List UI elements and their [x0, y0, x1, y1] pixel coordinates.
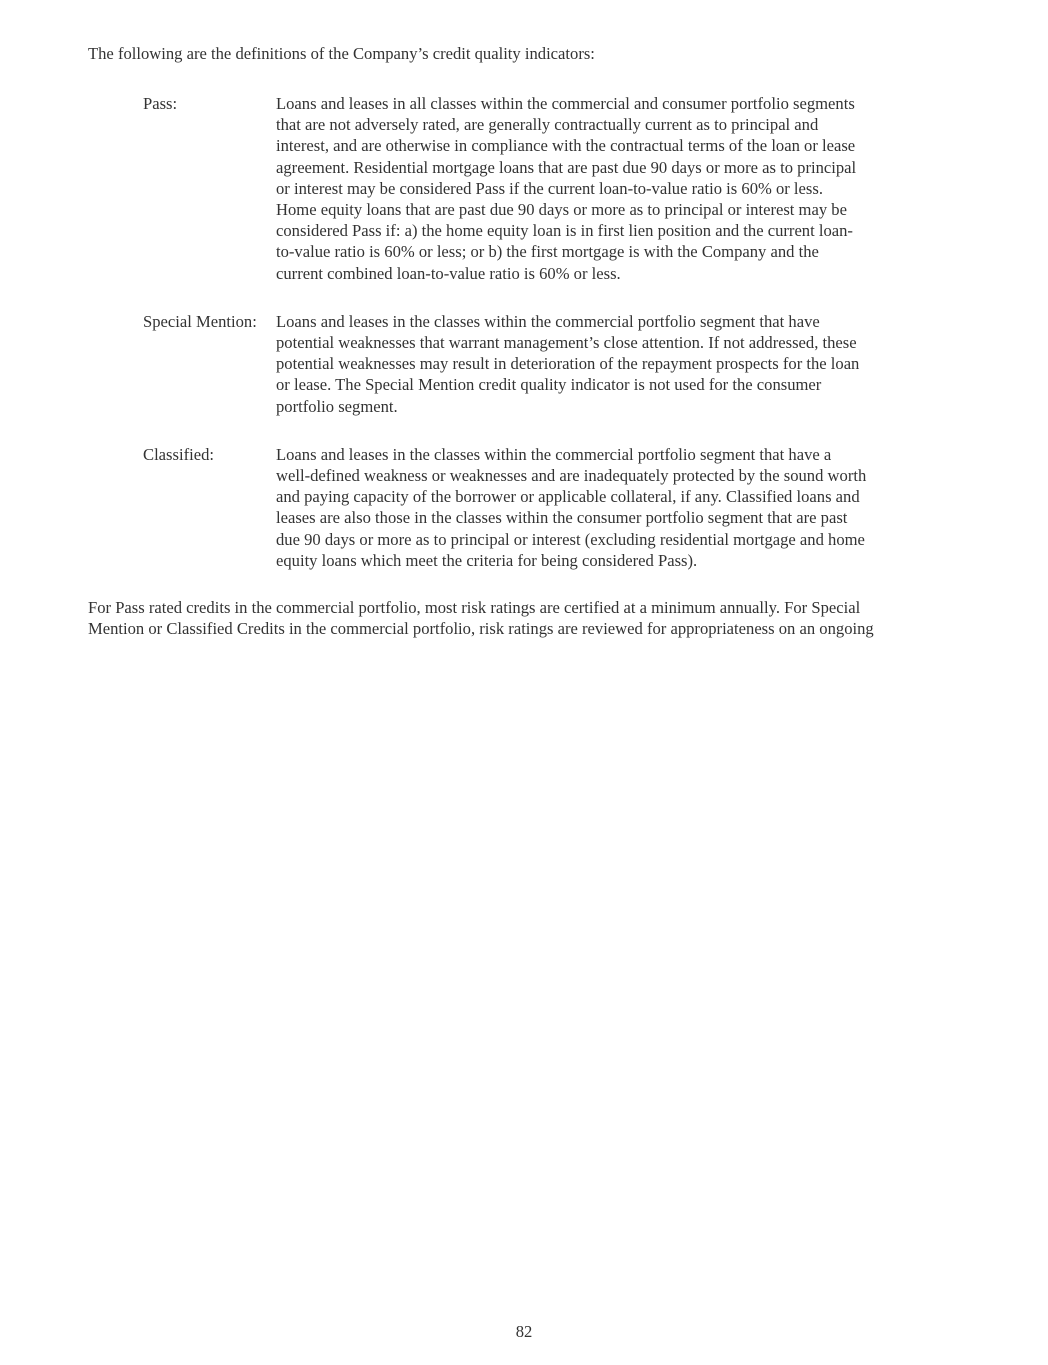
text-line: For Pass rated credits in the commercial portfolio, most risk ratings are certified at a minimum annually. For Special — [88, 598, 861, 617]
text-line: interest, and are otherwise in compliance with the contractual terms of the loan or lease — [276, 136, 856, 156]
page-number: 82 — [515, 1322, 533, 1341]
intro-paragraph: The following are the definitions of the Company’s credit quality indicators: — [88, 44, 595, 63]
text-line: current combined loan-to-value ratio is 60% or less. — [276, 263, 621, 283]
text-line: Loans and leases in the classes within the commercial portfolio segment that have a — [276, 444, 832, 464]
text-line: that are not adversely rated, are generally contractually current as to principal and — [276, 115, 819, 135]
text-line: Home equity loans that are past due 90 days or more as to principal or interest may be — [276, 200, 847, 220]
text-line: portfolio segment. — [276, 396, 398, 416]
definitions-list — [143, 93, 923, 598]
text-line: and paying capacity of the borrower or applicable collateral, if any. Classified loans and — [276, 487, 860, 507]
text-line: potential weaknesses that warrant management’s close attention. If not addressed, these — [276, 333, 857, 353]
text-line: Loans and leases in all classes within the commercial and consumer portfolio segments — [276, 94, 855, 113]
text-line: or interest may be considered Pass if the current loan-to-value ratio is 60% or less. — [276, 178, 823, 198]
text-line: to-value ratio is 60% or less; or b) the first mortgage is with the Company and the — [276, 242, 819, 262]
definition-pass — [143, 93, 923, 284]
text-line: or lease. The Special Mention credit quality indicator is not used for the consumer — [276, 375, 822, 395]
closing-paragraph — [88, 597, 958, 639]
text-line: well-defined weakness or weaknesses and are inadequately protected by the sound worth — [276, 466, 867, 486]
definition-term: Special Mention: — [143, 311, 257, 331]
definition-special-mention — [143, 311, 923, 417]
text-line: Loans and leases in the classes within the commercial portfolio segment that have — [276, 311, 820, 331]
text-line: equity loans which meet the criteria for being considered Pass). — [276, 550, 698, 570]
text-line: potential weaknesses may result in deterioration of the repayment prospects for the loan — [276, 354, 860, 374]
definition-text — [276, 444, 916, 571]
definition-term: Pass: — [143, 94, 178, 113]
text-line: Mention or Classified Credits in the commercial portfolio, risk ratings are reviewed for appropriateness on an ongoing — [88, 619, 874, 639]
definition-classified — [143, 444, 923, 571]
text-line: considered Pass if: a) the home equity loan is in first lien position and the current loan- — [276, 221, 853, 241]
text-line: leases are also those in the classes within the consumer portfolio segment that are past — [276, 508, 848, 528]
definition-term: Classified: — [143, 444, 214, 464]
text-line: agreement. Residential mortgage loans that are past due 90 days or more as to principal — [276, 157, 857, 177]
text-line: due 90 days or more as to principal or interest (excluding residential mortgage and home — [276, 529, 865, 549]
definition-text — [276, 311, 916, 417]
definition-text — [276, 93, 916, 284]
